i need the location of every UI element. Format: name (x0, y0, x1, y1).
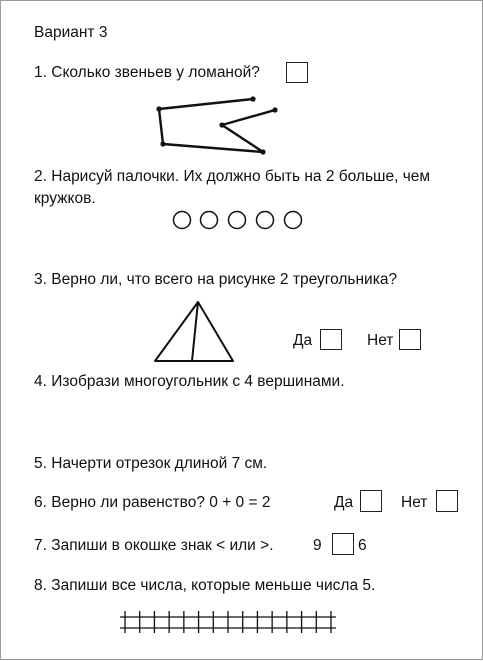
task-3-number: 3. (34, 271, 47, 288)
task-8-text: Запиши все числа, которые меньше числа 5. (51, 577, 376, 594)
task-7-text: Запиши в окошке знак < или >. (51, 537, 274, 554)
task-4-text: Изобрази многоугольник с 4 вершинами. (51, 373, 345, 390)
task-8-number: 8. (34, 577, 47, 594)
task-2-text: Нарисуй палочки. Их должно быть на 2 больше, чем кружков. (34, 168, 431, 207)
task-7-number: 7. (34, 537, 47, 554)
task-1-number: 1. (34, 64, 47, 81)
task-5-text: Начерти отрезок длиной 7 см. (51, 455, 268, 472)
task-6-number: 6. (34, 494, 47, 511)
task-3-text: Верно ли, что всего на рисунке 2 треугольника? (51, 271, 398, 288)
worksheet-title: Вариант 3 (34, 24, 108, 41)
task-3-no-label: Нет (367, 332, 394, 349)
number-strip[interactable] (1, 1, 483, 661)
task-4-number: 4. (34, 373, 47, 390)
task-6-no-label: Нет (401, 494, 428, 511)
task-7-left-number: 9 (313, 537, 322, 554)
task-3-yes-label: Да (293, 332, 313, 349)
task-6-yes-label: Да (334, 494, 354, 511)
task-6-text: Верно ли равенство? 0 + 0 = 2 (51, 494, 271, 511)
task-5-number: 5. (34, 455, 47, 472)
task-7-right-number: 6 (358, 537, 367, 554)
task-2-number: 2. (34, 168, 47, 185)
task-1-text: Сколько звеньев у ломаной? (51, 64, 260, 81)
